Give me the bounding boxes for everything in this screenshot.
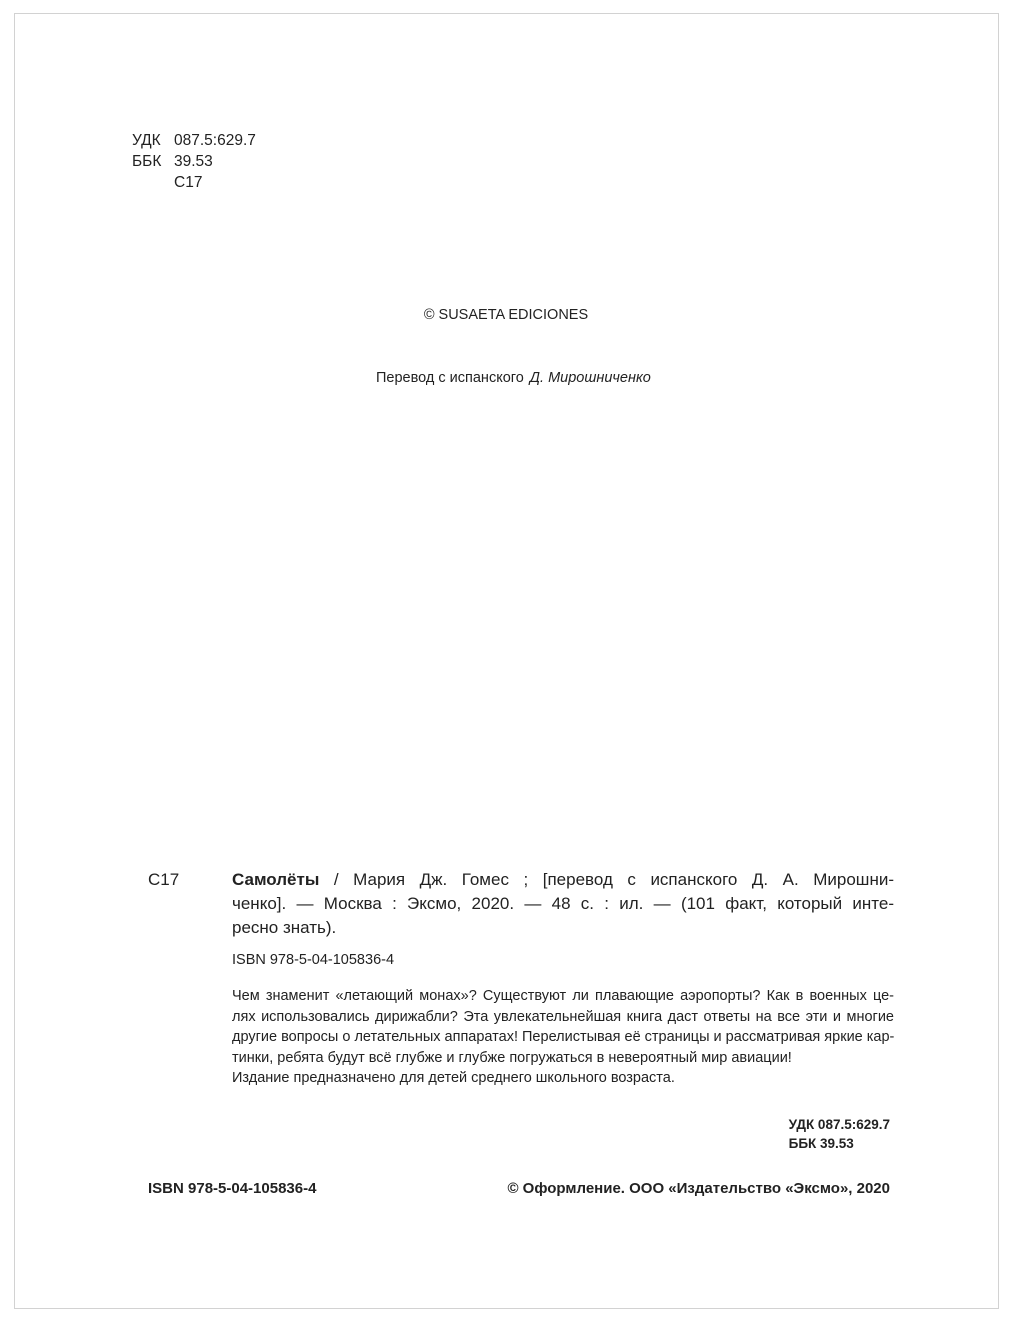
book-title: Самолёты: [232, 870, 320, 889]
design-copyright: © Оформление. ООО «Издательство «Эксмо», 2020: [507, 1180, 890, 1197]
copyright-notice: © SUSAETA EDICIONES: [423, 307, 589, 323]
bib-line-1: [232, 868, 894, 892]
author-mark-row: [132, 172, 256, 193]
translation-label: Перевод с испанского: [376, 370, 524, 386]
classification-block-bottom: [789, 1115, 890, 1153]
bibliographic-record: [232, 868, 894, 940]
udk-bottom: УДК 087.5:629.7: [788, 1117, 890, 1132]
classification-block-top: [132, 130, 256, 193]
bib-line-1-rest: / Мария Дж. Гомес ; [перевод с испанского Д. А. Мирошни-: [319, 870, 894, 889]
annotation: [232, 986, 894, 1089]
udk-label: УДК: [132, 132, 161, 149]
isbn: ISBN 978-5-04-105836-4: [232, 952, 395, 968]
udk-value: 087.5:629.7: [174, 132, 256, 149]
bbk-row: [132, 151, 256, 172]
footer-isbn: ISBN 978-5-04-105836-4: [148, 1180, 317, 1197]
bib-line-2: ченко]. — Москва : Эксмо, 2020. — 48 с. : ил. — (101 факт, который инте-: [232, 894, 894, 913]
bib-line-3: ресно знать).: [232, 918, 337, 937]
annotation-line-4: тинки, ребята будут всё глубже и глубже погружаться в невероятный мир авиации!: [232, 1049, 792, 1066]
udk-row: [132, 130, 256, 151]
annotation-line-3: другие вопросы о летательных аппаратах! Перелистывая её страницы и рассматривая яркие кар-: [232, 1029, 894, 1045]
bbk-label: ББК: [132, 153, 162, 170]
bbk-value: 39.53: [174, 153, 213, 170]
annotation-line-1: Чем знаменит «летающий монах»? Существуют ли плавающие аэропорты? Как в военных це-: [232, 988, 894, 1004]
audience-note: Издание предназначено для детей среднего школьного возраста.: [232, 1070, 675, 1086]
bib-author-mark: С17: [148, 870, 180, 889]
translator-name: Д. Мирошниченко: [529, 370, 651, 386]
translation-credit: [376, 370, 651, 386]
bbk-bottom: ББК 39.53: [788, 1136, 854, 1151]
author-mark: С17: [174, 174, 203, 191]
annotation-line-2: лях использовались дирижабли? Эта увлекательнейшая книга даст ответы на все эти и многие: [232, 1008, 894, 1025]
